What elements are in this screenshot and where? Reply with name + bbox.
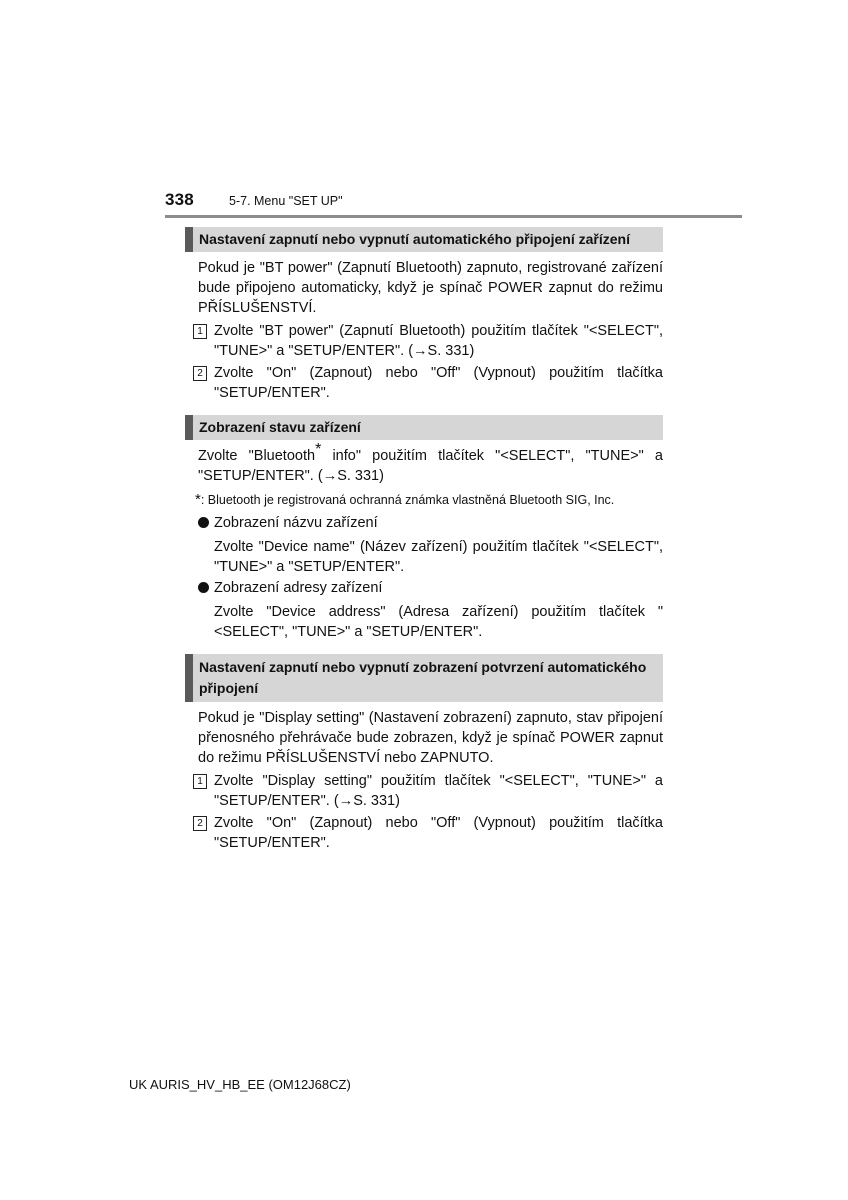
section-paragraph: Pokud je "BT power" (Zapnutí Bluetooth) zapnuto, registrované zařízení bude připojeno automaticky, když je spínač POWER zapnut do režimu PŘÍSLUŠENSTVÍ. [198,260,663,316]
paragraph-text: Zvolte "Bluetooth [198,448,316,464]
footer-model-code: UK AURIS_HV_HB_EE (OM12J68CZ) [129,1077,351,1092]
section-heading-display-setting: Nastavení zapnutí nebo vypnutí zobrazení potvrzení automatického připojení [185,654,663,702]
step-text: Zvolte "Display setting" použitím tlačítek "<SELECT", "TUNE>" a "SETUP/ENTER". (→S. 331) [214,773,663,809]
footnote-marker: * [195,491,201,508]
page-content [185,227,663,853]
step-number-box: 2 [193,366,207,381]
step-item [185,363,663,403]
header-divider [165,215,742,218]
bullet-icon [198,582,209,593]
footnote-marker: * [315,441,322,459]
bullet-text: Zvolte "Device name" (Název zařízení) použitím tlačítek "<SELECT", "TUNE>" a "SETUP/ENTER". [214,539,663,575]
step-text: Zvolte "BT power" (Zapnutí Bluetooth) použitím tlačítek "<SELECT", "TUNE>" a "SETUP/ENTER". (→S. 331) [214,323,663,359]
step-number-box: 1 [193,324,207,339]
step-number-box: 1 [193,774,207,789]
section-heading-auto-connect: Nastavení zapnutí nebo vypnutí automatického připojení zařízení [185,227,663,252]
section-paragraph [198,441,663,486]
page-number: 338 [165,190,194,209]
step-text: Zvolte "On" (Zapnout) nebo "Off" (Vypnout) použitím tlačítka "SETUP/ENTER". [214,815,663,851]
step-item [185,813,663,853]
bullet-title: Zobrazení názvu zařízení [214,515,378,531]
step-text: Zvolte "On" (Zapnout) nebo "Off" (Vypnout) použitím tlačítka "SETUP/ENTER". [214,365,663,401]
bullet-title: Zobrazení adresy zařízení [214,580,383,596]
section-title: 5-7. Menu "SET UP" [229,194,343,208]
bullet-item [185,513,663,533]
section-paragraph: Pokud je "Display setting" (Nastavení zobrazení) zapnuto, stav připojení přenosného přehrávače bude zobrazen, když je spínač POWER zapnut do režimu PŘÍSLUŠENSTVÍ nebo ZAPNUTO. [198,710,663,766]
step-number-box: 2 [193,816,207,831]
bullet-item [185,578,663,598]
footnote [195,491,663,509]
footnote-text: : Bluetooth je registrovaná ochranná známka vlastněná Bluetooth SIG, Inc. [200,493,615,507]
bullet-icon [198,517,209,528]
step-item [185,321,663,361]
step-item [185,771,663,811]
paragraph-text: info" použitím tlačítek "<SELECT", "TUNE>" a "SETUP/ENTER". (→S. 331) [198,448,663,484]
section-heading-device-status: Zobrazení stavu zařízení [185,415,663,440]
bullet-text: Zvolte "Device address" (Adresa zařízení) použitím tlačítek "<SELECT", "TUNE>" a "SETUP/ENTER". [214,604,663,640]
